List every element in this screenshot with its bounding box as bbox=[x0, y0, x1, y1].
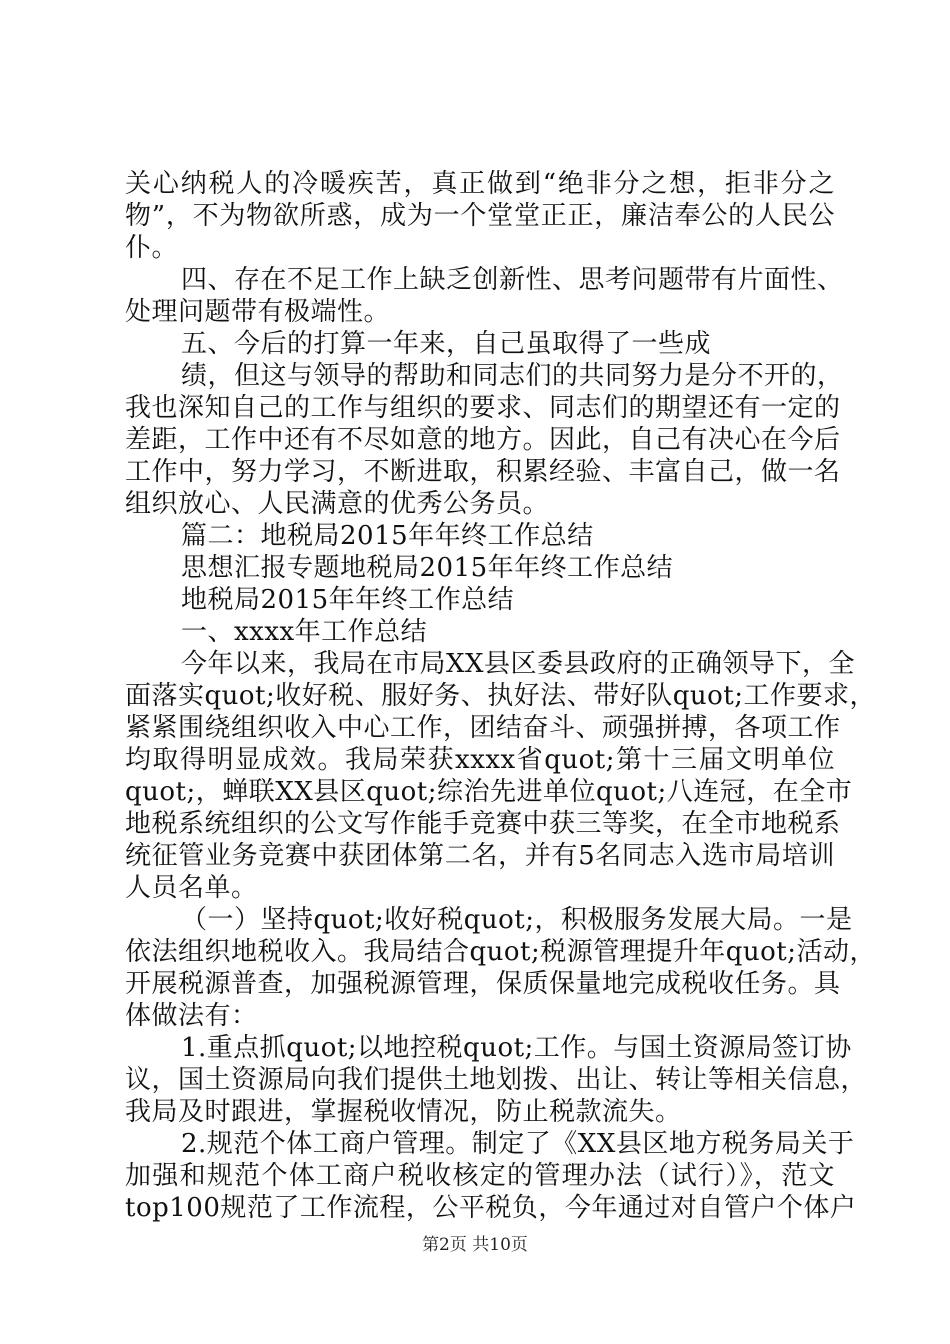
text-line: 1.重点抓quot;以地控税quot;工作。与国土资源局签订协 bbox=[181, 1033, 852, 1063]
text-line: 篇二：地税局2015年年终工作总结 bbox=[181, 521, 594, 551]
text-line: 四、存在不足工作上缺乏创新性、思考问题带有片面性、 bbox=[181, 265, 844, 295]
text-line: 议，国土资源局向我们提供土地划拨、出让、转让等相关信息， bbox=[125, 1065, 868, 1095]
text-line: 地税局2015年年终工作总结 bbox=[181, 585, 515, 615]
text-line: 今年以来，我局在市局XX县区委县政府的正确领导下，全 bbox=[181, 649, 856, 679]
text-line: 加强和规范个体工商户税收核定的管理办法（试行）》，范文 bbox=[125, 1161, 835, 1191]
text-line: top100规范了工作流程，公平税负，今年通过对自管户个体户 bbox=[125, 1193, 857, 1223]
text-line: 处理问题带有极端性。 bbox=[125, 297, 391, 327]
text-line: 体做法有： bbox=[125, 1001, 258, 1031]
text-line: 人员名单。 bbox=[125, 873, 258, 903]
text-line: 关心纳税人的冷暖疾苦，真正做到“绝非分之想，拒非分之 bbox=[125, 169, 835, 199]
text-line: 地税系统组织的公文写作能手竞赛中获三等奖，在全市地税系 bbox=[125, 809, 841, 839]
text-line: 工作中，努力学习，不断进取，积累经验、丰富自己，做一名 bbox=[125, 457, 841, 487]
text-line: 我局及时跟进，掌握税收情况，防止税款流失。 bbox=[125, 1097, 682, 1127]
text-line: 组织放心、人民满意的优秀公务员。 bbox=[125, 489, 550, 519]
text-line: 仆。 bbox=[125, 233, 179, 263]
text-line: 思想汇报专题地税局2015年年终工作总结 bbox=[181, 553, 674, 583]
text-line: 面落实quot;收好税、服好务、执好法、带好队quot;工作要求， bbox=[125, 681, 877, 711]
text-line: 紧紧围绕组织收入中心工作，团结奋斗、顽强拼搏，各项工作 bbox=[125, 713, 841, 743]
text-line: quot;，蝉联XX县区quot;综治先进单位quot;八连冠，在全市 bbox=[125, 777, 853, 807]
text-line: 五、今后的打算一年来，自己虽取得了一些成 bbox=[181, 329, 712, 359]
text-line: 统征管业务竞赛中获团体第二名，并有5名同志入选市局培训 bbox=[125, 841, 835, 871]
text-line: 均取得明显成效。我局荣获xxxx省quot;第十三届文明单位 bbox=[125, 745, 835, 775]
text-line: 依法组织地税收入。我局结合quot;税源管理提升年quot;活动， bbox=[125, 937, 877, 967]
text-line: 2.规范个体工商户管理。制定了《XX县区地方税务局关于 bbox=[181, 1129, 855, 1159]
text-line: 我也深知自己的工作与组织的要求、同志们的期望还有一定的 bbox=[125, 393, 841, 423]
document-body bbox=[125, 168, 877, 1224]
page-footer: 第2页 共10页 bbox=[422, 1235, 528, 1255]
text-line: 差距，工作中还有不尽如意的地方。因此，自己有决心在今后 bbox=[125, 425, 841, 455]
text-line: 物”，不为物欲所惑，成为一个堂堂正正，廉洁奉公的人民公 bbox=[125, 201, 835, 231]
text-line: 绩，但这与领导的帮助和同志们的共同努力是分不开的， bbox=[181, 361, 844, 391]
text-line: 一、xxxx年工作总结 bbox=[181, 617, 428, 647]
text-line: （一）坚持quot;收好税quot;，积极服务发展大局。一是 bbox=[181, 905, 853, 935]
text-line: 开展税源普查，加强税源管理，保质保量地完成税收任务。具 bbox=[125, 969, 841, 999]
